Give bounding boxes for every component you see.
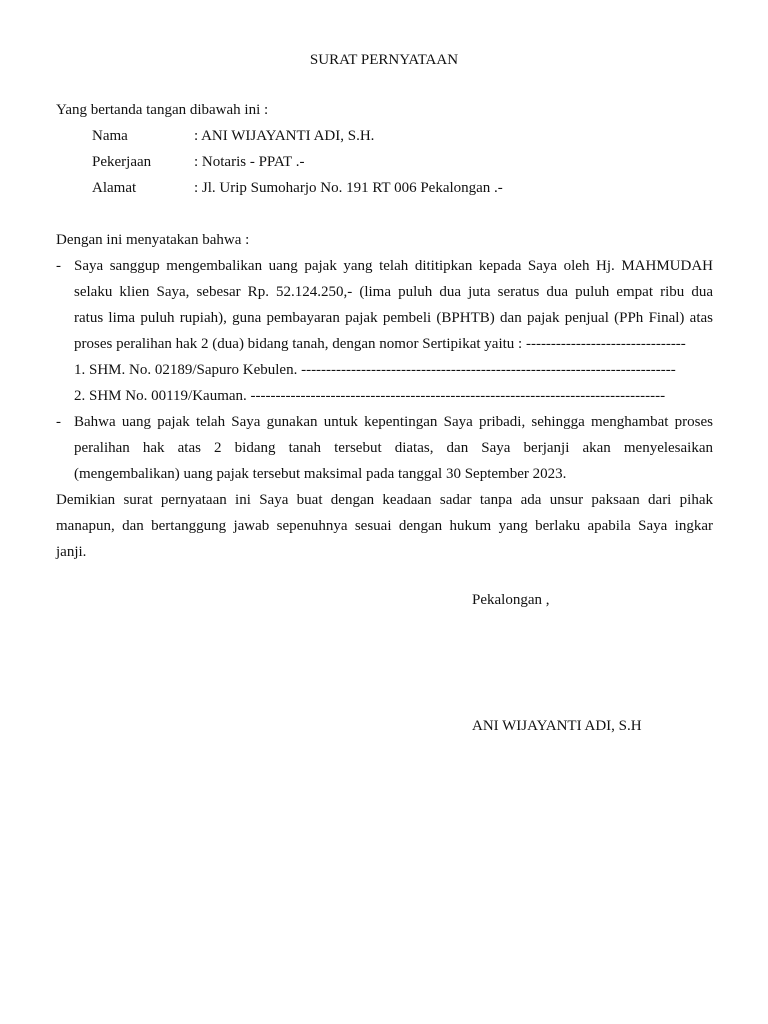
closing-line: manapun, dan bertanggung jawab sepenuhnya sesuai dengan hukum yang berlaku apabila Saya ingkar bbox=[56, 518, 713, 534]
closing-line: Demikian surat pernyataan ini Saya buat dengan keadaan sadar tanpa ada unsur paksaan dari pihak bbox=[56, 492, 713, 508]
certificate-item: 1. SHM. No. 02189/Sapuro Kebulen. --------------------------------------------------------------------------- bbox=[74, 362, 676, 378]
certificate-item: 2. SHM No. 00119/Kauman. ----------------------------------------------------------------------------------- bbox=[74, 388, 666, 404]
bullet1-line: Saya sanggup mengembalikan uang pajak yang telah dititipkan kepada Saya oleh Hj. MAHMUDAH bbox=[74, 258, 713, 274]
bullet1-line: selaku klien Saya, sebesar Rp. 52.124.250,- (lima puluh dua juta seratus dua puluh empat ribu dua bbox=[74, 284, 713, 300]
field-value-alamat: : Jl. Urip Sumoharjo No. 191 RT 006 Pekalongan .- bbox=[194, 180, 503, 196]
field-value-pekerjaan: : Notaris - PPAT .- bbox=[194, 154, 305, 170]
bullet2-line: Bahwa uang pajak telah Saya gunakan untuk kepentingan Saya pribadi, sehingga menghambat proses bbox=[74, 414, 713, 430]
closing-line: janji. bbox=[56, 544, 87, 560]
field-label-nama: Nama bbox=[92, 128, 128, 144]
bullet-marker: - bbox=[56, 414, 61, 430]
intro-text: Yang bertanda tangan dibawah ini : bbox=[56, 102, 269, 118]
bullet-marker: - bbox=[56, 258, 61, 274]
bullet2-line: peralihan hak atas 2 bidang tanah tersebut diatas, dan Saya berjanji akan menyelesaikan bbox=[74, 440, 713, 456]
bullet1-line: ratus lima puluh rupiah), guna pembayaran pajak pembeli (BPHTB) dan pajak penjual (PPh Final) atas bbox=[74, 310, 713, 326]
field-value-nama: : ANI WIJAYANTI ADI, S.H. bbox=[194, 128, 375, 144]
field-label-pekerjaan: Pekerjaan bbox=[92, 154, 152, 170]
field-label-alamat: Alamat bbox=[92, 180, 137, 196]
statement-intro: Dengan ini menyatakan bahwa : bbox=[56, 232, 250, 248]
place-date: Pekalongan , bbox=[472, 592, 550, 608]
document-title: SURAT PERNYATAAN bbox=[309, 52, 459, 68]
bullet2-line: (mengembalikan) uang pajak tersebut maksimal pada tanggal 30 September 2023. bbox=[74, 466, 567, 482]
bullet1-line: proses peralihan hak 2 (dua) bidang tanah, dengan nomor Sertipikat yaitu : -------------------------------- bbox=[74, 336, 686, 352]
signatory-name: ANI WIJAYANTI ADI, S.H bbox=[472, 718, 642, 734]
